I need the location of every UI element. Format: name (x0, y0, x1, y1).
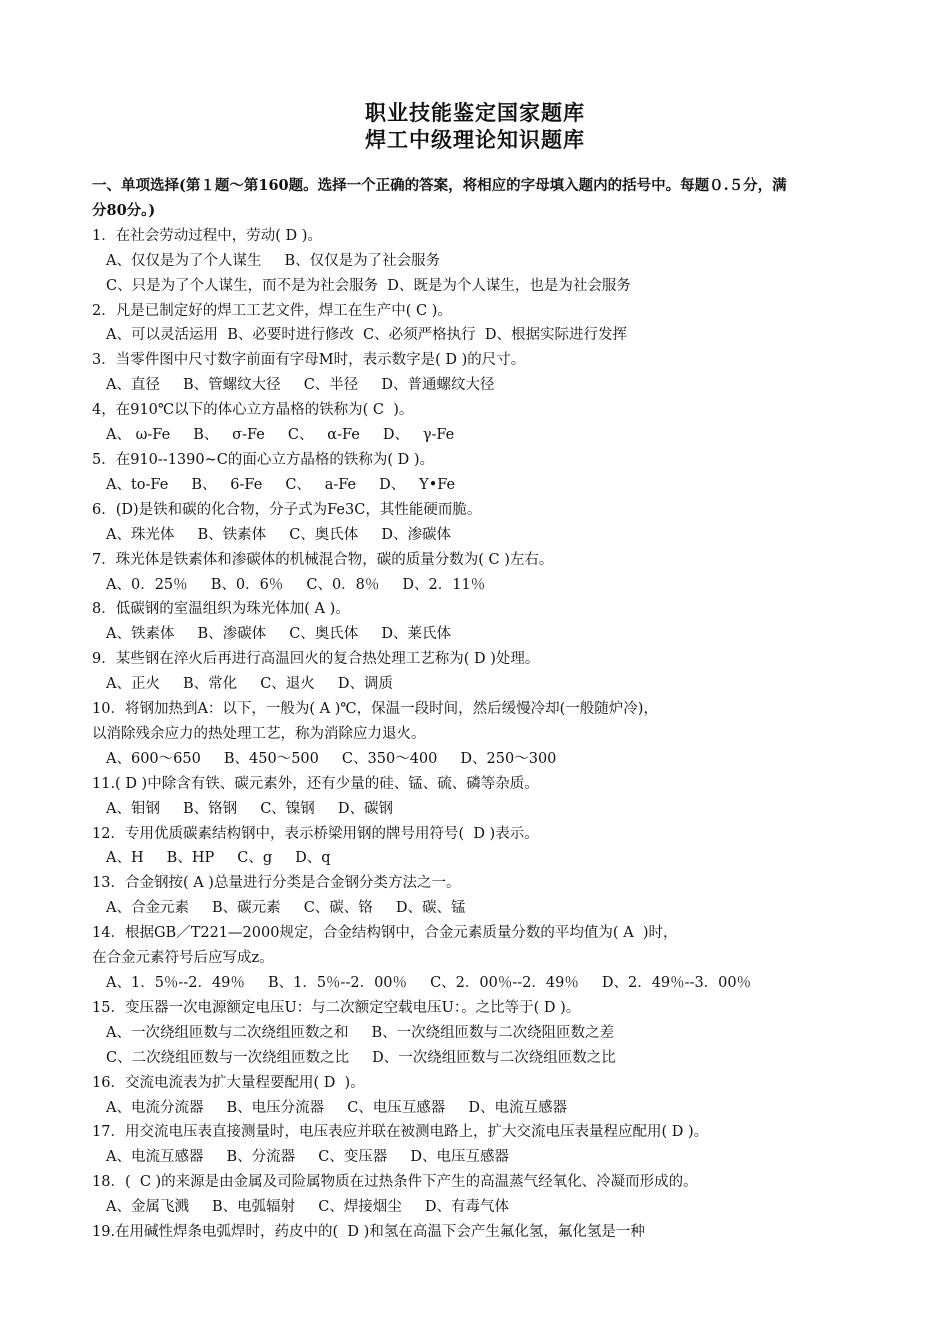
option-line: C、二次绕组匝数与一次绕组匝数之比 D、一次绕组匝数与二次绕组匝数之比 (106, 1049, 616, 1066)
question-line: 15．变压器一次电源额定电压U：与二次额定空载电压U：。之比等于( D )。 (92, 999, 581, 1016)
option-line: A、0．25％ B、0．6％ C、0．8％ D、2．11％ (106, 576, 486, 593)
question-line: 17．用交流电压表直接测量时，电压表应并联在被测电路上，扩大交流电压表量程应配用( D )。 (92, 1124, 709, 1141)
option-line: A、一次绕组匝数与二次绕组匝数之和 B、一次绕组匝数与二次绕阻匝数之差 (106, 1024, 615, 1041)
question-line: 4，在910℃以下的体心立方晶格的铁称为( C )。 (92, 402, 414, 419)
option-line: A、电流互感器 B、分流器 C、变压器 D、电压互感器 (106, 1149, 509, 1166)
option-line: A、直径 B、管螺纹大径 C、半径 D、普通螺纹大径 (106, 377, 495, 394)
section-heading: 一、单项选择(第１题～第160题。选择一个正确的答案，将相应的字母填入题内的括号中。每题０.５分，满 (92, 177, 787, 194)
question-line: 10．将钢加热到A：以下，一般为( A )℃，保温一段时间，然后缓慢冷却(一般随炉冷)， (92, 701, 658, 718)
option-line: A、1．5％--2．49％ B、1．5％--2．00％ C、2．00％--2．49％ D、2．49％--3．00％ (106, 975, 752, 991)
question-line: 9．某些钢在淬火后再进行高温回火的复合热处理工艺称为( D )处理。 (92, 651, 540, 668)
question-line: 7．珠光体是铁素体和渗碳体的机械混合物，碳的质量分数为( C )左右。 (92, 551, 554, 568)
question-line: 1．在社会劳动过程中，劳动( D )。 (92, 227, 322, 244)
option-line: A、 ω-Fe B、 σ-Fe C、 α-Fe D、 γ-Fe (106, 427, 455, 444)
question-line: 18．( C )的来源是由金属及司险属物质在过热条件下产生的高温蒸气经氧化、冷凝而形成的。 (92, 1174, 698, 1191)
question-line: 2．凡是已制定好的焊工工艺文件，焊工在生产中( C )。 (92, 302, 452, 319)
option-line: A、电流分流器 B、电压分流器 C、电压互感器 D、电流互感器 (106, 1099, 567, 1116)
option-line: C、只是为了个人谋生，而不是为社会服务 D、既是为个人谋生，也是为社会服务 (106, 277, 631, 294)
question-line: 3．当零件图中尺寸数字前面有字母M时，表示数字是( D )的尺寸。 (92, 352, 526, 369)
option-line: A、正火 B、常化 C、退火 D、调质 (106, 676, 393, 693)
option-line: A、合金元素 B、碳元素 C、碳、铬 D、碳、锰 (106, 900, 466, 917)
question-line: 8．低碳钢的室温组织为珠光体加( A )。 (92, 601, 350, 618)
question-line: 在合金元素符号后应写成z。 (92, 950, 274, 967)
option-line: A、to-Fe B、 6-Fe C、 a-Fe D、 Y•Fe (106, 476, 456, 493)
document-subtitle: 焊工中级理论知识题库 (365, 128, 585, 152)
question-list (92, 174, 872, 1245)
question-line: 19.在用碱性焊条电弧焊时，药皮中的( D )和氢在高温下会产生氟化氢，氟化氢是一种 (92, 1224, 645, 1241)
question-line: 6．(D)是铁和碳的化合物，分子式为Fe3C，其性能硬而脆。 (92, 501, 482, 518)
option-line: A、600～650 B、450～500 C、350～400 D、250～300 (106, 750, 557, 767)
option-line: A、铁素体 B、渗碳体 C、奥氏体 D、莱氏体 (106, 626, 451, 643)
question-line: 以消除残余应力的热处理工艺，称为消除应力退火。 (92, 725, 426, 742)
question-line: 14．根据GB／T221—2000规定，合金结构钢中，合金元素质量分数的平均值为( A )时， (92, 925, 678, 942)
question-line: 13．合金钢按( A )总量进行分类是合金钢分类方法之一。 (92, 875, 461, 892)
option-line: A、珠光体 B、铁素体 C、奥氏体 D、渗碳体 (106, 526, 451, 543)
option-line: A、金属飞溅 B、电弧辐射 C、焊接烟尘 D、有毒气体 (106, 1199, 509, 1216)
option-line: A、H B、HP C、g D、q (106, 850, 331, 867)
question-line: 5．在910--1390~C的面心立方晶格的铁称为( D )。 (92, 451, 435, 468)
question-line: 16．交流电流表为扩大量程要配用( D )。 (92, 1074, 365, 1091)
question-line: 12．专用优质碳素结构钢中，表示桥梁用钢的牌号用符号( D )表示。 (92, 825, 539, 842)
question-lines (92, 224, 872, 1245)
question-line: 11.( D )中除含有铁、碳元素外，还有少量的硅、锰、硫、磷等杂质。 (92, 775, 539, 792)
option-line: A、可以灵活运用 B、必要时进行修改 C、必须严格执行 D、根据实际进行发挥 (106, 327, 627, 344)
document-title: 职业技能鉴定国家题库 (365, 101, 585, 125)
option-line: A、仅仅是为了个人谋生 B、仅仅是为了社会服务 (106, 252, 441, 269)
option-line: A、钼钢 B、铬钢 C、镍钢 D、碳钢 (106, 800, 393, 817)
section-heading-continued: 分80分。) (92, 201, 156, 219)
